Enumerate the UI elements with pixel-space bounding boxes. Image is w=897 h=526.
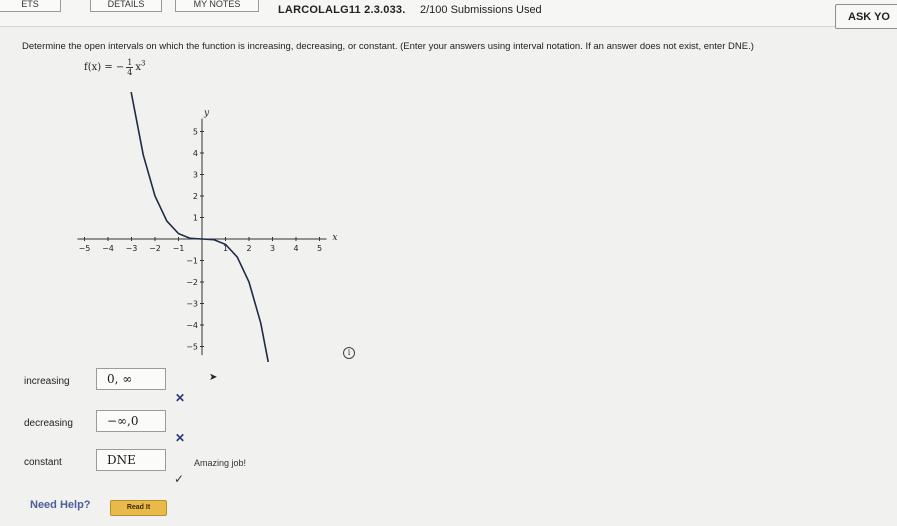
tab-partial[interactable]: ETS bbox=[0, 0, 61, 12]
function-expression bbox=[84, 58, 145, 77]
y-tick-label: 1 bbox=[192, 213, 198, 223]
submissions-count: 2/100 Submissions Used bbox=[420, 4, 542, 16]
y-tick-label: −4 bbox=[186, 321, 198, 330]
function-graph bbox=[74, 92, 354, 362]
y-tick-label: 3 bbox=[192, 170, 198, 180]
y-tick-label: 5 bbox=[192, 127, 198, 137]
decreasing-input[interactable]: −∞,0 bbox=[96, 410, 166, 432]
fraction-denominator: 4 bbox=[127, 68, 133, 77]
incorrect-icon: ✕ bbox=[175, 391, 186, 405]
question-instructions: Determine the open intervals on which the function is increasing, decreasing, or constant. (Enter your answers using interval notation. If an answer does not exist, enter DNE.) bbox=[22, 41, 754, 52]
function-lhs: f(x) = − bbox=[84, 62, 125, 73]
x-tick-label: 1 bbox=[222, 244, 229, 253]
x-tick-label: −2 bbox=[149, 244, 161, 253]
info-icon[interactable]: i bbox=[343, 347, 355, 359]
incorrect-icon: ✕ bbox=[175, 431, 186, 445]
x-tick-label: −1 bbox=[172, 244, 185, 253]
y-axis-label: y bbox=[204, 108, 210, 119]
increasing-input[interactable]: 0, ∞ bbox=[96, 368, 166, 390]
x-tick-label: −5 bbox=[78, 244, 91, 253]
course-code: LARCOLALG11 2.3.033. bbox=[278, 4, 406, 16]
x-tick-label: −4 bbox=[102, 244, 114, 253]
correct-check-icon: ✓ bbox=[174, 472, 185, 486]
read-it-button[interactable]: Read It bbox=[110, 500, 167, 516]
constant-input[interactable]: DNE bbox=[96, 449, 166, 471]
increasing-label: increasing bbox=[24, 376, 70, 387]
function-exponent: 3 bbox=[141, 59, 146, 68]
y-tick-label: −1 bbox=[186, 256, 198, 266]
feedback-message: Amazing job! bbox=[194, 458, 247, 468]
y-tick-label: 2 bbox=[192, 192, 198, 201]
x-tick-label: 5 bbox=[316, 244, 323, 253]
function-variable: x bbox=[135, 62, 141, 73]
need-help-label: Need Help? bbox=[30, 499, 91, 511]
x-tick-label: 2 bbox=[246, 244, 252, 253]
tab-my-notes[interactable]: MY NOTES bbox=[175, 0, 259, 12]
x-tick-label: 4 bbox=[293, 244, 299, 253]
x-axis-label: x bbox=[332, 233, 338, 243]
decreasing-label: decreasing bbox=[24, 418, 73, 429]
x-tick-label: 3 bbox=[269, 244, 276, 253]
tab-details[interactable]: DETAILS bbox=[90, 0, 162, 12]
function-fraction bbox=[126, 58, 133, 77]
top-bar bbox=[0, 0, 897, 27]
constant-label: constant bbox=[24, 457, 62, 468]
x-tick-label: −3 bbox=[125, 244, 138, 253]
y-tick-label: −5 bbox=[186, 342, 198, 352]
fraction-numerator: 1 bbox=[127, 58, 133, 67]
y-tick-label: −3 bbox=[186, 299, 198, 309]
y-tick-label: −2 bbox=[186, 278, 198, 287]
y-tick-label: 4 bbox=[192, 149, 198, 158]
ask-your-teacher-button[interactable]: ASK YO bbox=[835, 4, 897, 29]
mouse-cursor-icon: ➤ bbox=[209, 372, 218, 383]
